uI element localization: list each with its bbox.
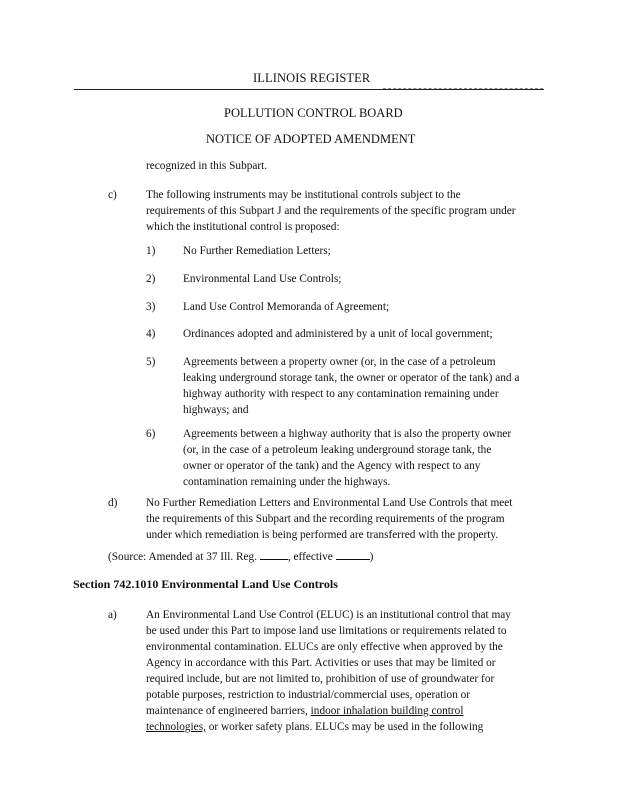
source-mid: , effective: [287, 551, 336, 563]
text-line: the requirements of this Subpart and the recording requirements of the program: [146, 513, 505, 525]
text-line: highway authority with respect to any contamination remaining under: [183, 388, 499, 400]
item-label-c: c): [108, 189, 117, 201]
text-line: [146, 719, 586, 735]
text-line: required include, but are not limited to, prohibition of use of groundwater for: [146, 673, 495, 685]
item-text-2: Environmental Land Use Controls;: [183, 273, 342, 285]
text-line: An Environmental Land Use Control (ELUC) is an institutional control that may: [146, 609, 511, 621]
section-heading: Section 742.1010 Environmental Land Use Controls: [73, 577, 338, 591]
item-label-3: 3): [146, 301, 156, 313]
text-line: (or, in the case of a petroleum leaking underground storage tank, the: [183, 444, 492, 456]
text-line: contamination remaining under the highways.: [183, 476, 391, 488]
item-text-4: Ordinances adopted and administered by a unit of local government;: [183, 328, 493, 340]
text-line-start: maintenance of engineered barriers,: [146, 705, 311, 717]
board-name: POLLUTION CONTROL BOARD: [224, 106, 403, 120]
text-line: Agency in accordance with this Part. Activities or uses that may be limited or: [146, 657, 496, 669]
item-label-4: 4): [146, 328, 156, 340]
text-line: Agreements between a highway authority that is also the property owner: [183, 428, 512, 440]
item-label-a: a): [108, 609, 117, 621]
item-text-5: [183, 354, 563, 418]
text-line: potable purposes, restriction to industrial/commercial uses, operation or: [146, 689, 471, 701]
item-label-6: 6): [146, 428, 156, 440]
item-text-1: No Further Remediation Letters;: [183, 245, 331, 257]
item-label-1: 1): [146, 245, 156, 257]
text-line: owner or operator of the tank) and the Agency with respect to any: [183, 460, 481, 472]
item-text-3: Land Use Control Memoranda of Agreement;: [183, 301, 390, 313]
paragraph-c: [146, 187, 566, 235]
notice-title: NOTICE OF ADOPTED AMENDMENT: [206, 132, 416, 146]
underlined-amendment-text: indoor inhalation building control: [310, 705, 464, 717]
paragraph-d: [146, 495, 566, 543]
source-prefix: (Source: Amended at 37 Ill. Reg.: [108, 551, 260, 563]
paragraph-a: [146, 607, 586, 735]
blank-effective-date: [336, 550, 370, 560]
text-line: leaking underground storage tank, the owner or operator of the tank) and a: [183, 372, 520, 384]
underlined-amendment-text-2: technologies,: [146, 721, 206, 733]
text-line: No Further Remediation Letters and Environmental Land Use Controls that meet: [146, 497, 513, 509]
item-label-5: 5): [146, 356, 156, 368]
text-line: under which remediation is being performed are transferred with the property.: [146, 529, 499, 541]
text-line: be used under this Part to impose land use limitations or requirements related to: [146, 625, 507, 637]
text-line: The following instruments may be institutional controls subject to the: [146, 189, 461, 201]
item-label-2: 2): [146, 273, 156, 285]
header-rule-dotted: [383, 88, 543, 89]
item-text-6: [183, 426, 563, 490]
text-line: environmental contamination. ELUCs are only effective when approved by the: [146, 641, 503, 653]
text-line: highways; and: [183, 404, 249, 416]
item-label-d: d): [108, 497, 118, 509]
carryover-text: recognized in this Subpart.: [146, 160, 268, 172]
text-line: requirements of this Subpart J and the requirements of the specific program under: [146, 205, 516, 217]
header-rule: [74, 89, 544, 90]
source-note: [108, 550, 373, 563]
blank-register-page: [260, 550, 288, 560]
source-suffix: ): [369, 551, 374, 563]
register-title: ILLINOIS REGISTER: [253, 71, 371, 85]
text-line: which the institutional control is proposed:: [146, 221, 340, 233]
text-line: [146, 703, 586, 719]
text-line-tail: or worker safety plans. ELUCs may be used in the following: [205, 721, 484, 733]
text-line: Agreements between a property owner (or, in the case of a petroleum: [183, 356, 496, 368]
